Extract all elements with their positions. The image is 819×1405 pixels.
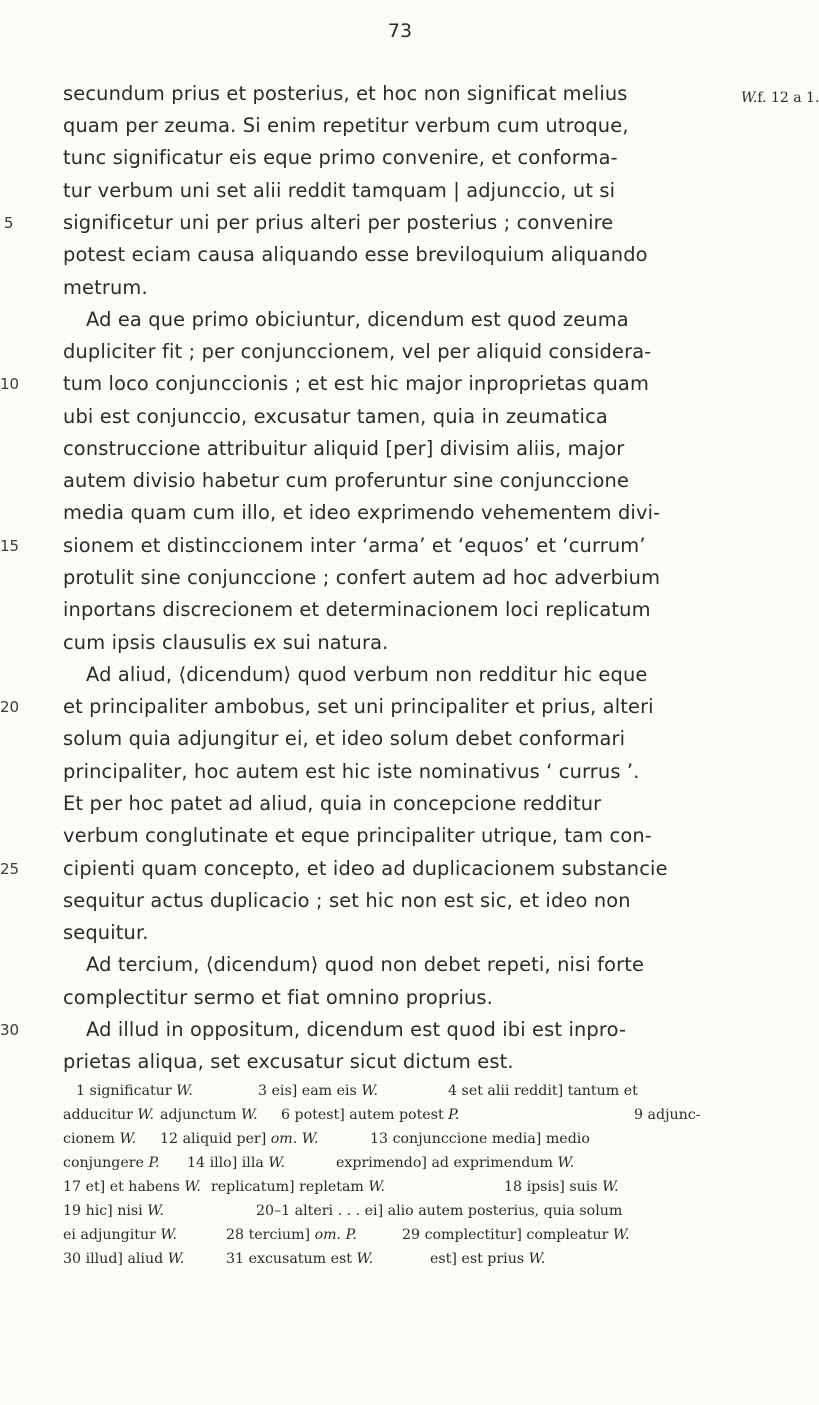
text-line: dupliciter fit ; per conjunccionem, vel per aliquid considera- [63, 340, 652, 363]
line-number: 15 [0, 537, 20, 555]
text-line: metrum. [63, 276, 148, 299]
text-line: Ad tercium, ⟨dicendum⟩ quod non debet repeti, nisi forte [86, 953, 645, 976]
margin-folio-reference: W.f. 12 a 1. [741, 90, 819, 106]
text-line: quam per zeuma. Si enim repetitur verbum cum utroque, [63, 114, 629, 137]
text-line: et principaliter ambobus, set uni principaliter et prius, alteri [63, 695, 654, 718]
text-line: cipienti quam concepto, et ideo ad duplicacionem substancie [63, 857, 668, 880]
text-line: cum ipsis clausulis ex sui natura. [63, 631, 389, 654]
text-line: tum loco conjunccionis ; et est hic major inproprietas quam [63, 372, 649, 395]
text-line: verbum conglutinate et eque principaliter utrique, tam con- [63, 824, 652, 847]
text-line: sequitur actus duplicacio ; set hic non est sic, et ideo non [63, 889, 631, 912]
text-line: ubi est conjunccio, excusatur tamen, quia in zeumatica [63, 405, 608, 428]
text-line: construccione attribuitur aliquid [per] divisim aliis, major [63, 437, 625, 460]
text-line: Ad aliud, ⟨dicendum⟩ quod verbum non redditur hic eque [86, 663, 648, 686]
text-line: tunc significatur eis eque primo convenire, et conforma- [63, 146, 618, 169]
text-line: protulit sine conjunccione ; confert autem ad hoc adverbium [63, 566, 661, 589]
line-number: 25 [0, 860, 20, 878]
line-number: 5 [4, 214, 14, 232]
text-line: sionem et distinccionem inter ‘arma’ et ‘equos’ et ‘currum’ [63, 534, 646, 557]
text-line: potest eciam causa aliquando esse breviloquium aliquando [63, 243, 648, 266]
text-line: Ad illud in oppositum, dicendum est quod ibi est inpro- [86, 1018, 627, 1041]
line-number: 10 [0, 375, 20, 393]
text-line: sequitur. [63, 921, 149, 944]
text-line: tur verbum uni set alii reddit tamquam | adjunccio, ut si [63, 179, 616, 202]
text-line: Ad ea que primo obiciuntur, dicendum est quod zeuma [86, 308, 629, 331]
text-line: Et per hoc patet ad aliud, quia in concepcione redditur [63, 792, 602, 815]
text-line: inportans discrecionem et determinacionem loci replicatum [63, 598, 651, 621]
line-number: 20 [0, 698, 20, 716]
text-line: media quam cum illo, et ideo exprimendo vehementem divi- [63, 501, 661, 524]
text-line: secundum prius et posterius, et hoc non significat melius [63, 82, 628, 105]
page-number: 73 [387, 20, 413, 42]
text-line: solum quia adjungitur ei, et ideo solum debet conformari [63, 727, 626, 750]
line-number: 30 [0, 1021, 20, 1039]
text-line: significetur uni per prius alteri per posterius ; convenire [63, 211, 614, 234]
text-line: prietas aliqua, set excusatur sicut dictum est. [63, 1050, 514, 1073]
text-line: complectitur sermo et fiat omnino proprius. [63, 986, 493, 1009]
text-line: principaliter, hoc autem est hic iste nominativus ‘ currus ’. [63, 760, 640, 783]
text-line: autem divisio habetur cum proferuntur sine conjunccione [63, 469, 630, 492]
